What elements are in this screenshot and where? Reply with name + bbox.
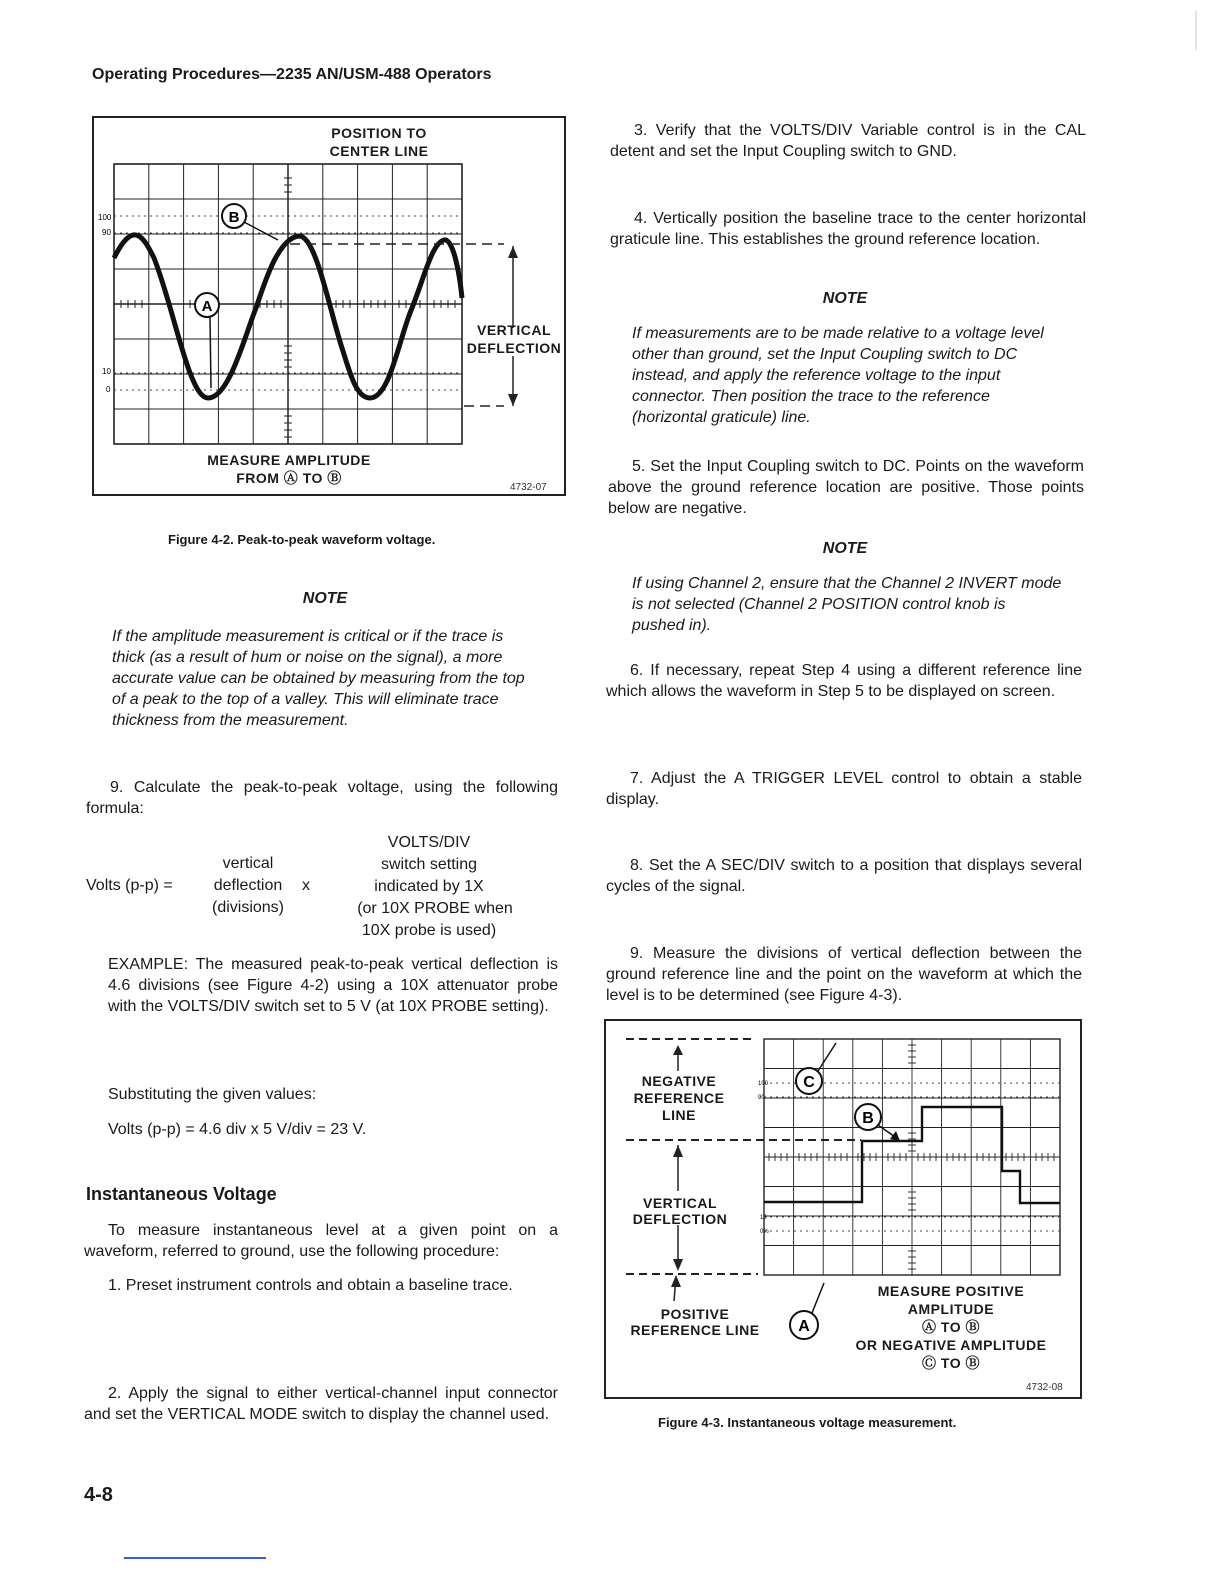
right-note-2-heading: NOTE [822,540,868,557]
fig1-graticule [94,118,564,494]
fig1-scale-90: 90 [102,228,111,237]
fig2-negative-reference-label: NEGATIVE REFERENCE LINE [633,1073,725,1123]
left-step-2: 2. Apply the signal to either vertical-channel input connector and set the VERTICAL MODE switch to display the channel used. [84,1385,558,1423]
right-note-1-heading: NOTE [822,290,868,307]
fig2-marker-c: C [803,1074,815,1091]
right-step-6: 6. If necessary, repeat Step 4 using a different reference line which allows the waveform in Step 5 to be displayed on screen. [606,662,1082,700]
fig2-scale-90: 90 [758,1095,765,1101]
volts-formula [80,832,560,944]
footer-rule [124,1557,266,1559]
fig2-measure-label: MEASURE POSITIVE AMPLITUDE Ⓐ TO Ⓑ OR NEGATIVE AMPLITUDE Ⓒ TO Ⓑ [855,1283,1047,1371]
formula-col2-5: 10X probe is used) [361,922,497,939]
left-note-heading: NOTE [302,590,348,607]
fig2-scale-0: 0% [760,1229,769,1235]
fig1-scale-100: 100 [98,213,112,222]
fig2-scale-100: 100 [758,1081,769,1087]
right-step-9: 9. Measure the divisions of vertical deflection between the ground reference line and the point on the waveform at which the level is to be determined (see Figure 4-3). [606,945,1082,1004]
fig1-scale-10: 10 [102,367,111,376]
section-intro: To measure instantaneous level at a given point on a waveform, referred to ground, use the following procedure: [84,1222,558,1260]
fig1-code: 4732-07 [510,482,547,493]
left-step-1: 1. Preset instrument controls and obtain a baseline trace. [108,1277,513,1294]
right-note-2-text: If using Channel 2, ensure that the Channel 2 INVERT mode is not selected (Channel 2 POSITION control knob is pushed in). [632,575,1062,634]
section-heading: Instantaneous Voltage [86,1184,277,1204]
fig1-bottom-label: MEASURE AMPLITUDE FROM Ⓐ TO Ⓑ [207,452,371,486]
page-number: 4-8 [84,1484,113,1506]
formula-col1-2: deflection [213,877,283,894]
right-step-5: 5. Set the Input Coupling switch to DC. Points on the waveform above the ground reference location are positive. Those points below are negative. [608,458,1084,517]
formula-col2-4: (or 10X PROBE when [357,900,513,917]
formula-times: x [302,877,310,894]
fig1-top-label: POSITION TO CENTER LINE [329,125,429,159]
fig1-vertical-label: VERTICAL DEFLECTION [466,322,562,356]
formula-lhs: Volts (p-p) = [86,877,173,894]
formula-col1-3: (divisions) [211,899,284,916]
right-step-4: 4. Vertically position the baseline trace to the center horizontal graticule line. This establishes the ground reference location. [610,210,1086,248]
substituting-text: Substituting the given values: [108,1086,317,1103]
fig2-code: 4732-08 [1026,1382,1063,1393]
fig1-marker-b: B [228,209,240,226]
running-header: Operating Procedures—2235 AN/USM-488 Operators [92,66,492,83]
result-text: Volts (p-p) = 4.6 div x 5 V/div = 23 V. [108,1121,367,1138]
example-text: EXAMPLE: The measured peak-to-peak vertical deflection is 4.6 divisions (see Figure 4-2) using a 10X attenuator probe with the VOLTS/DIV switch set to 5 V (at 10X PROBE setting). [108,956,558,1015]
right-note-1-text: If measurements are to be made relative to a voltage level other than ground, set the Input Coupling switch to DC instead, and apply the reference voltage to the input connector. Then position the trace to the reference (horizontal graticule) line. [632,325,1044,426]
formula-col2-1: VOLTS/DIV [387,834,471,851]
fig2-scale-10: 10 [760,1215,767,1221]
figure-4-2 [92,116,566,496]
fig2-positive-reference-label: POSITIVE REFERENCE LINE [630,1306,760,1338]
fig2-marker-b: B [862,1110,874,1127]
right-step-3: 3. Verify that the VOLTS/DIV Variable control is in the CAL detent and set the Input Coupling switch to GND. [610,122,1086,160]
fig1-marker-a: A [201,298,213,315]
right-step-7: 7. Adjust the A TRIGGER LEVEL control to obtain a stable display. [606,770,1082,808]
figure-4-3 [604,1019,1082,1399]
scan-artifact [1195,10,1197,50]
right-step-8: 8. Set the A SEC/DIV switch to a position that displays several cycles of the signal. [606,857,1082,895]
fig1-scale-0: 0 [106,385,111,394]
left-step-9: 9. Calculate the peak-to-peak voltage, using the following formula: [86,779,558,817]
left-note-text: If the amplitude measurement is critical or if the trace is thick (as a result of hum or noise on the signal), a more accurate value can be obtained by measuring from the top of a peak to the top of a valley. This will eliminate trace thickness from the measurement. [112,628,525,729]
figure-4-3-caption: Figure 4-3. Instantaneous voltage measurement. [658,1415,957,1430]
fig2-vertical-deflection-label: VERTICAL DEFLECTION [632,1195,728,1227]
formula-col2-3: indicated by 1X [374,878,484,895]
fig2-marker-a: A [798,1318,810,1335]
formula-col2-2: switch setting [380,856,478,873]
figure-4-2-caption: Figure 4-2. Peak-to-peak waveform voltage. [168,532,436,547]
formula-col1-1: vertical [222,855,274,872]
